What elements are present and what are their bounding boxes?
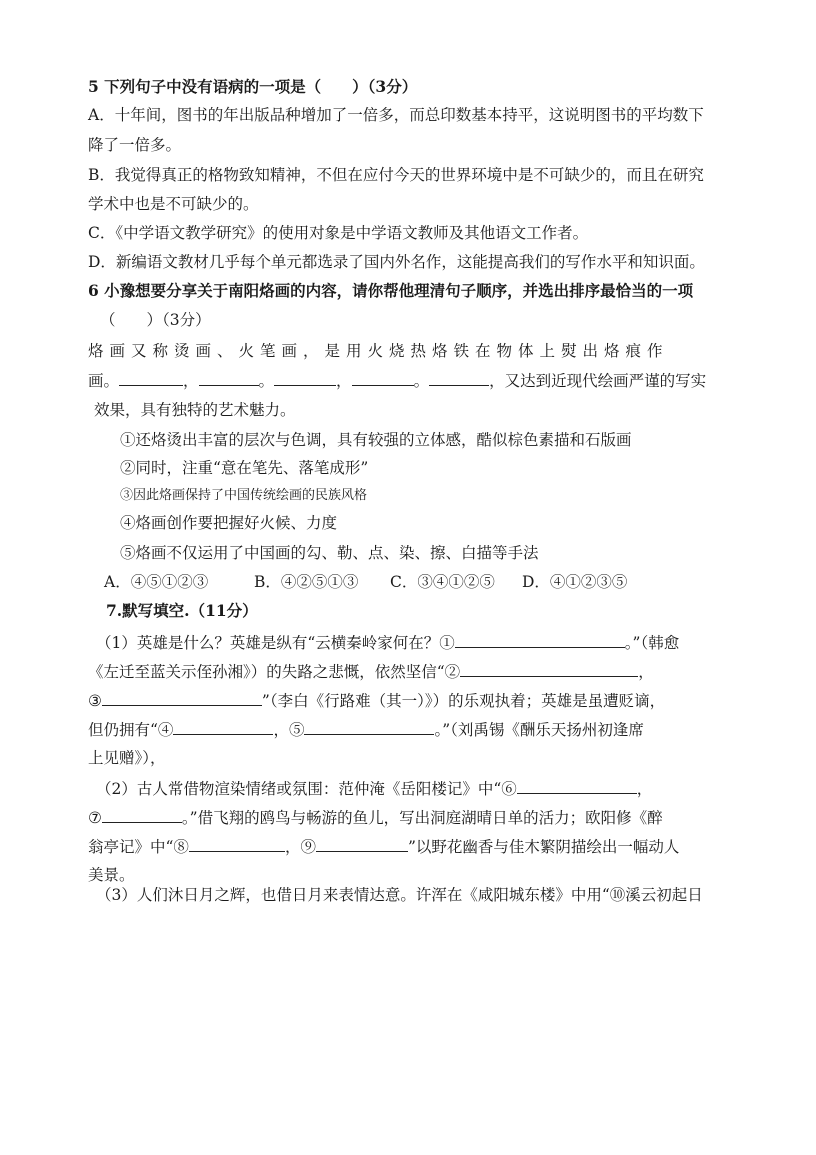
q6-sentence-1: ①还烙烫出丰富的层次与色调，具有较强的立体感，酷似棕色素描和石版画 [120, 431, 632, 449]
q6-passage-text-c: 。 [258, 372, 275, 390]
q7-p1-line1 [96, 631, 736, 654]
q7-p1-text-4a: 但仍拥有“④ [88, 721, 174, 739]
q7-blank-9[interactable] [316, 835, 408, 852]
q6-blank-1[interactable] [119, 369, 183, 386]
q6-choice-d[interactable]: D．④①②③⑤ [522, 573, 628, 591]
q6-passage-line3: 效果，具有独特的艺术魅力。 [94, 401, 296, 419]
q6-sentence-2: ②同时，注重“意在笔先、落笔成形” [120, 459, 369, 477]
q7-p2-text-1a: （2）古人常借物渲染情绪或氛围：范仲淹《岳阳楼记》中“⑥ [96, 780, 517, 798]
q7-p2-text-2a: ⑦ [88, 809, 102, 827]
q6-choice-a[interactable]: A．④⑤①②③ [104, 573, 209, 591]
q7-p1-text-2b: ， [638, 663, 654, 681]
q7-p2-text-2b: 。”借飞翔的鸥鸟与畅游的鱼儿，写出洞庭湖晴日单的活力；欧阳修《醉 [181, 809, 663, 827]
q5-option-c: C．《中学语文教学研究》的使用对象是中学语文教师及其他语文工作者。 [88, 224, 589, 242]
q6-passage-line2 [88, 369, 728, 392]
q6-score: （ ）（3分） [100, 311, 211, 329]
q6-passage-text-d: ， [336, 372, 352, 390]
q7-p1-text-3b: ”（李白《行路难（其一）》）的乐观执着；英雄是虽遭贬谪， [261, 692, 666, 710]
q6-choice-c[interactable]: C．③④①②⑤ [390, 573, 495, 591]
q7-blank-5[interactable] [304, 718, 434, 735]
q6-passage-text-f: ，又达到近现代绘画严谨的写实 [489, 372, 707, 390]
q7-p1-text-4c: 。”（刘禹锡《酬乐天扬州初逢席 [434, 721, 644, 739]
q7-p1-text-1a: （1）英雄是什么？英雄是纵有“云横秦岭家何在？① [96, 634, 455, 652]
q7-p2-line3 [88, 835, 728, 858]
q7-p3-line1: （3）人们沐日月之辉，也借日月来表情达意。许浑在《咸阳城东楼》中用“⑩溪云初起日 [96, 886, 703, 904]
q6-stem: 6 小豫想要分享关于南阳烙画的内容，请你帮他理清句子顺序，并选出排序最恰当的一项 [88, 281, 694, 300]
q7-p1-line3 [88, 689, 728, 712]
q6-sentence-3: ③因此烙画保持了中国传统绘画的民族风格 [120, 488, 368, 503]
q7-p1-text-4b: ，⑤ [273, 721, 305, 739]
q6-passage-text-e: 。 [413, 372, 430, 390]
q6-blank-2[interactable] [199, 369, 259, 386]
q6-passage-text-b: ， [183, 372, 199, 390]
q7-p1-text-2a: 《左迁至蓝关示侄孙湘》）的失路之悲慨，依然坚信“② [88, 663, 461, 681]
q7-p2-line4: 美景。 [88, 866, 135, 884]
q7-p2-line1 [96, 777, 736, 800]
q7-p2-text-1b: ， [636, 780, 653, 798]
q7-p2-text-3b: ，⑨ [284, 838, 316, 856]
q6-choice-b[interactable]: B．④②⑤①③ [254, 573, 359, 591]
q5-stem: 5 下列句子中没有语病的一项是（ ）（3分） [88, 77, 418, 96]
q5-option-b-line2: 学术中也是不可缺少的。 [88, 195, 259, 213]
q6-passage-line1: 烙画又称烫画、火笔画，是用火烧热烙铁在物体上熨出烙痕作 [88, 342, 669, 360]
q7-blank-8[interactable] [189, 835, 285, 852]
q5-option-a-line1: A．十年间，图书的年出版品种增加了一倍多，而总印数基本持平，这说明图书的平均数下 [88, 106, 704, 124]
q7-p1-line4 [88, 718, 728, 741]
q5-option-a-line2: 降了一倍多。 [88, 136, 182, 154]
q7-blank-2[interactable] [460, 660, 638, 677]
q7-p1-text-3a: ③ [88, 692, 102, 710]
q7-p2-text-3a: 翁亭记》中“⑧ [88, 838, 189, 856]
q7-p2-text-3c: ”以野花幽香与佳木繁阴描绘出一幅动人 [407, 838, 680, 856]
q7-stem: 7.默写填空.（11分） [106, 601, 258, 620]
q7-p1-line2 [88, 660, 728, 683]
q7-blank-7[interactable] [102, 806, 182, 823]
q7-p2-line2 [88, 806, 728, 829]
q6-sentence-5: ⑤烙画不仅运用了中国画的勾、勒、点、染、擦、白描等手法 [120, 544, 539, 562]
q6-blank-4[interactable] [352, 369, 414, 386]
q5-option-d: D．新编语文教材几乎每个单元都选录了国内外名作，这能提高我们的写作水平和知识面。 [88, 253, 705, 271]
q6-blank-3[interactable] [274, 369, 336, 386]
q6-sentence-4: ④烙画创作要把握好火候、力度 [120, 514, 338, 532]
q7-blank-3[interactable] [102, 689, 262, 706]
q7-blank-6[interactable] [517, 777, 637, 794]
q7-blank-4[interactable] [173, 718, 273, 735]
q5-option-b-line1: B．我觉得真正的格物致知精神，不但在应付今天的世界环境中是不可缺少的，而且在研究 [88, 166, 704, 184]
q7-p1-text-1b: 。”（韩愈 [624, 634, 680, 652]
q7-blank-1[interactable] [455, 631, 625, 648]
q6-passage-text-a: 画。 [88, 372, 120, 390]
q7-p1-line5: 上见赠》）， [88, 749, 166, 767]
q6-blank-5[interactable] [429, 369, 489, 386]
